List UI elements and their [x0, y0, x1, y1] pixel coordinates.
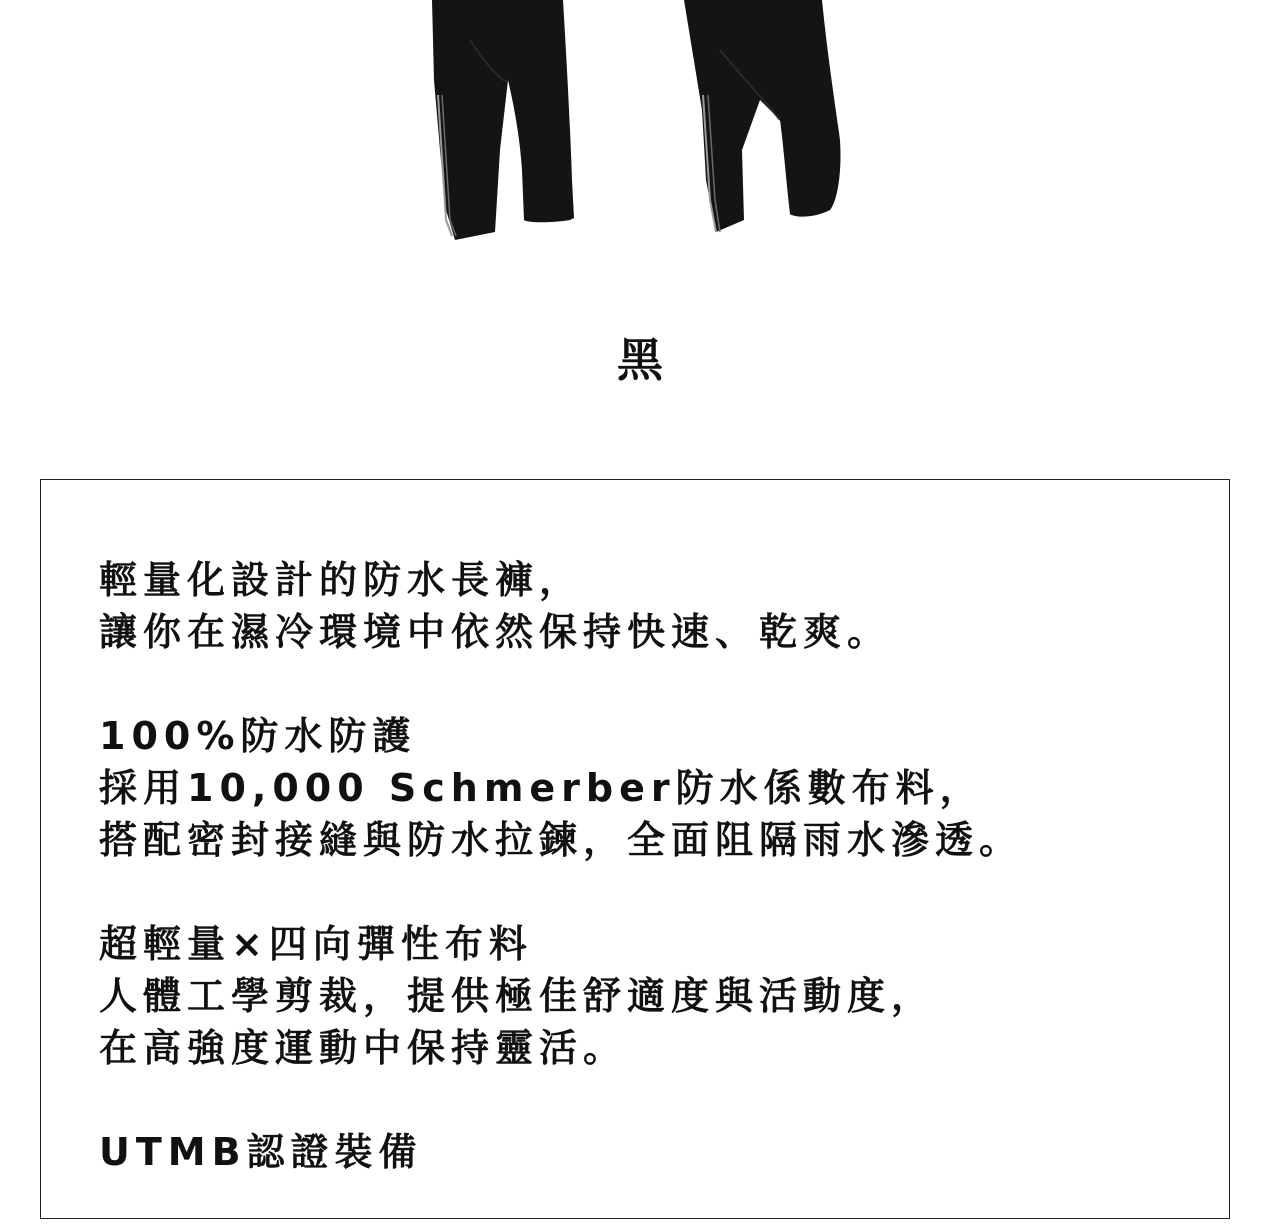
section-heading: 超輕量×四向彈性布料	[99, 922, 533, 966]
right-pant-leg	[684, 0, 841, 232]
color-name-label: 黑	[617, 333, 663, 387]
description-line: 採用10,000 Schmerber防水係數布料，	[99, 766, 984, 810]
description-content	[99, 554, 1209, 1230]
product-image	[400, 0, 880, 250]
section-heading: UTMB認證裝備	[99, 1130, 423, 1174]
section-heading: 100%防水防護	[99, 714, 417, 758]
description-paragraph	[99, 1126, 1209, 1178]
left-pant-leg	[432, 0, 574, 240]
description-paragraph	[99, 918, 1209, 1074]
description-line: 搭配密封接縫與防水拉鍊，全面阻隔雨水滲透。	[99, 818, 1024, 862]
description-line: 讓你在濕冷環境中依然保持快速、乾爽。	[99, 610, 892, 654]
description-paragraph	[99, 554, 1209, 658]
description-line: 在高強度運動中保持靈活。	[99, 1026, 628, 1070]
product-description-box	[40, 479, 1230, 1219]
description-line: 人體工學剪裁，提供極佳舒適度與活動度，	[99, 974, 936, 1018]
description-line: 輕量化設計的防水長褲，	[99, 558, 584, 602]
description-paragraph	[99, 710, 1209, 866]
